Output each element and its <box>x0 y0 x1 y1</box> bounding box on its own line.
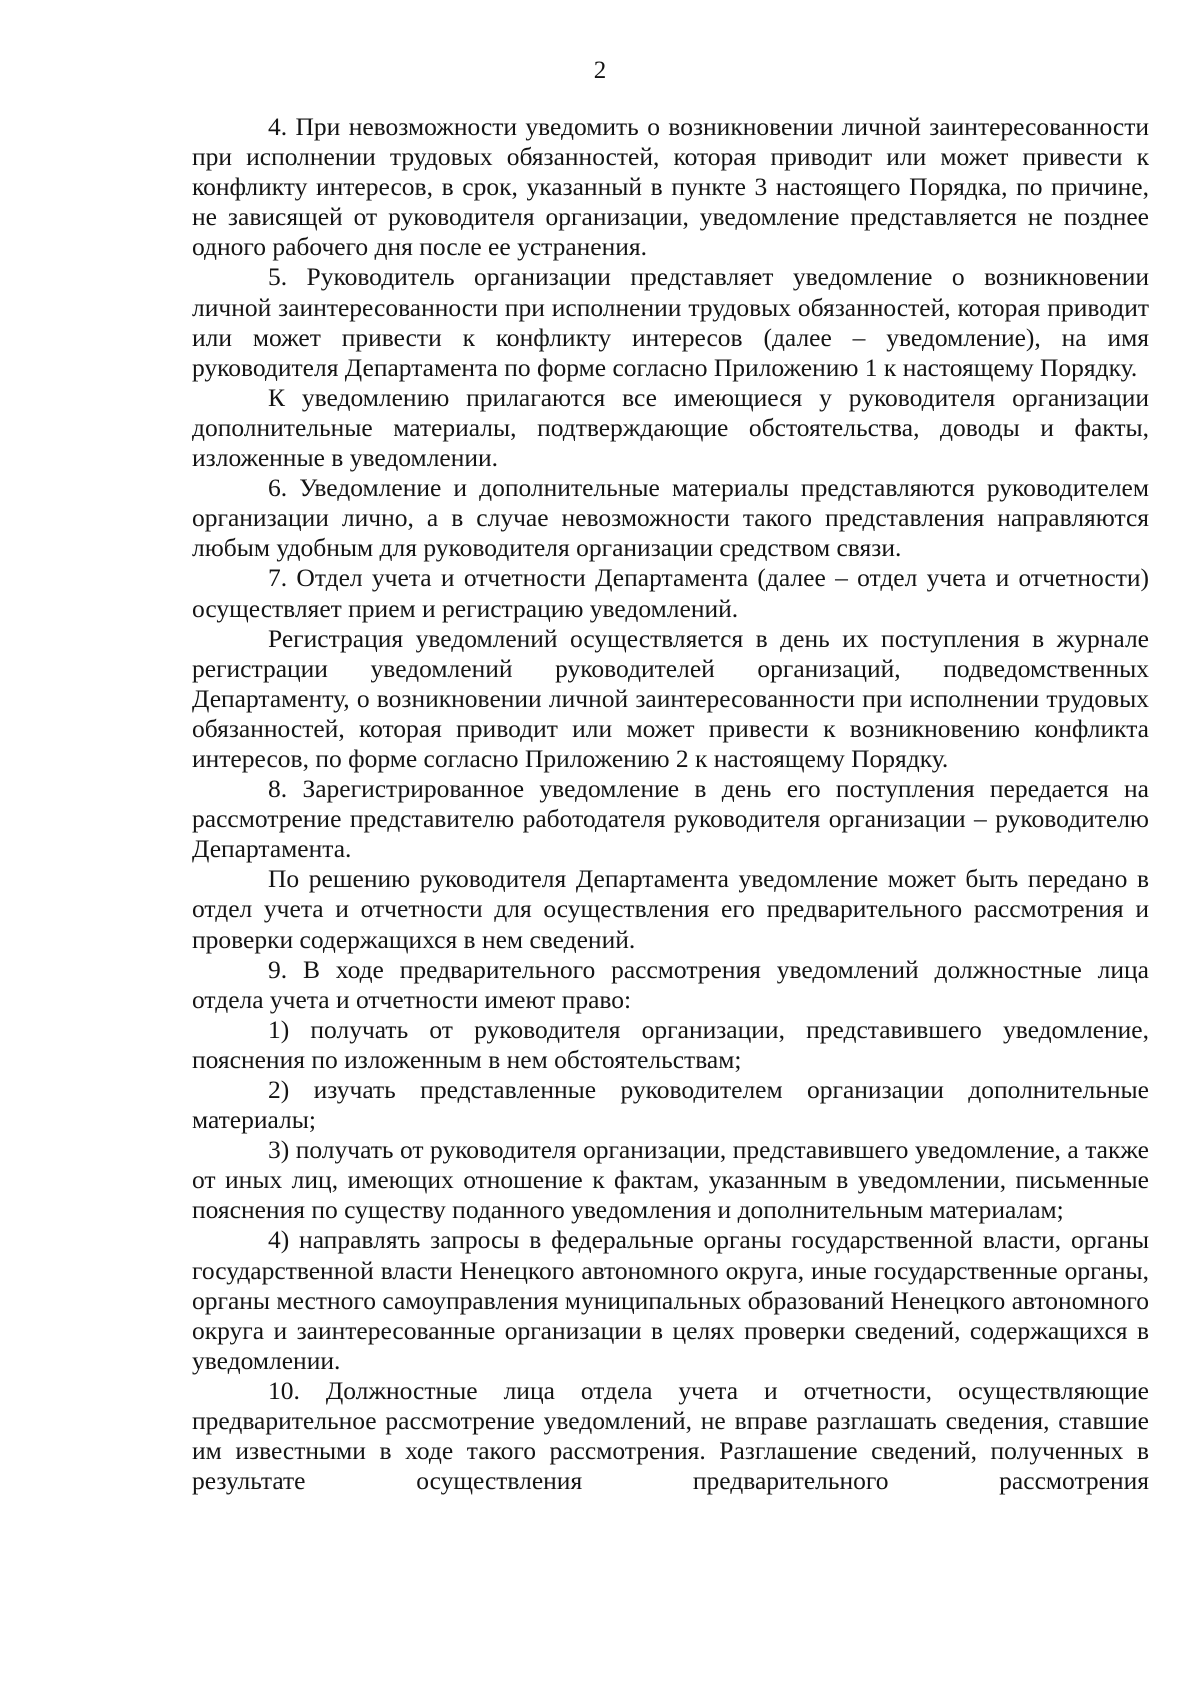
list-item-1: 1) получать от руководителя организации, представившего уведомление, пояснения по изложенным в нем обстоятельствам; <box>192 1014 1149 1074</box>
paragraph-5: 5. Руководитель организации представляет уведомление о возникновении личной заинтересованности при исполнении трудовых обязанностей, которая приводит или может привести к конфликту интересов (далее – уведомление), на имя руководителя Департамента по форме согласно Приложению 1 к настоящему Порядку. <box>192 262 1149 382</box>
paragraph-6: 6. Уведомление и дополнительные материалы представляются руководителем организации лично, а в случае невозможности такого представления направляются любым удобным для руководителя организации средством связи. <box>192 473 1149 563</box>
page-number: 2 <box>593 57 607 84</box>
paragraph-decision: По решению руководителя Департамента уведомление может быть передано в отдел учета и отчетности для осуществления его предварительного рассмотрения и проверки содержащихся в нем сведений. <box>192 864 1149 954</box>
paragraph-4: 4. При невозможности уведомить о возникновении личной заинтересованности при исполнении трудовых обязанностей, которая приводит или может привести к конфликту интересов, в срок, указанный в пункте 3 настоящего Порядка, по причине, не зависящей от руководителя организации, уведомление представляется не позднее одного рабочего дня после ее устранения. <box>192 112 1149 262</box>
list-item-4: 4) направлять запросы в федеральные органы государственной власти, органы государственной власти Ненецкого автономного округа, иные государственные органы, органы местного самоуправления муниципальных образований Ненецкого автономного округа и заинтересованные организации в целях проверки сведений, содержащихся в уведомлении. <box>192 1225 1149 1375</box>
list-item-3: 3) получать от руководителя организации, представившего уведомление, а также от иных лиц, имеющих отношение к фактам, указанным в уведомлении, письменные пояснения по существу поданного уведомления и дополнительным материалам; <box>192 1135 1149 1225</box>
paragraph-8: 8. Зарегистрированное уведомление в день его поступления передается на рассмотрение представителю работодателя руководителя организации – руководителю Департамента. <box>192 774 1149 864</box>
paragraph-10: 10. Должностные лица отдела учета и отчетности, осуществляющие предварительное рассмотрение уведомлений, не вправе разглашать сведения, ставшие им известными в ходе такого рассмотрения. Разглашение сведений, полученных в результате осуществления предварительного рассмотрения <box>192 1375 1149 1496</box>
paragraph-registration: Регистрация уведомлений осуществляется в день их поступления в журнале регистрации уведомлений руководителей организаций, подведомственных Департаменту, о возникновении личной заинтересованности при исполнении трудовых обязанностей, которая приводит или может привести к возникновению конфликта интересов, по форме согласно Приложению 2 к настоящему Порядку. <box>192 623 1149 773</box>
document-body <box>192 112 1149 1496</box>
paragraph-9: 9. В ходе предварительного рассмотрения уведомлений должностные лица отдела учета и отчетности имеют право: <box>192 954 1149 1014</box>
paragraph-attachments: К уведомлению прилагаются все имеющиеся у руководителя организации дополнительные материалы, подтверждающие обстоятельства, доводы и факты, изложенные в уведомлении. <box>192 382 1149 473</box>
list-item-2: 2) изучать представленные руководителем организации дополнительные материалы; <box>192 1075 1149 1135</box>
paragraph-7: 7. Отдел учета и отчетности Департамента (далее – отдел учета и отчетности) осуществляет прием и регистрацию уведомлений. <box>192 563 1149 623</box>
